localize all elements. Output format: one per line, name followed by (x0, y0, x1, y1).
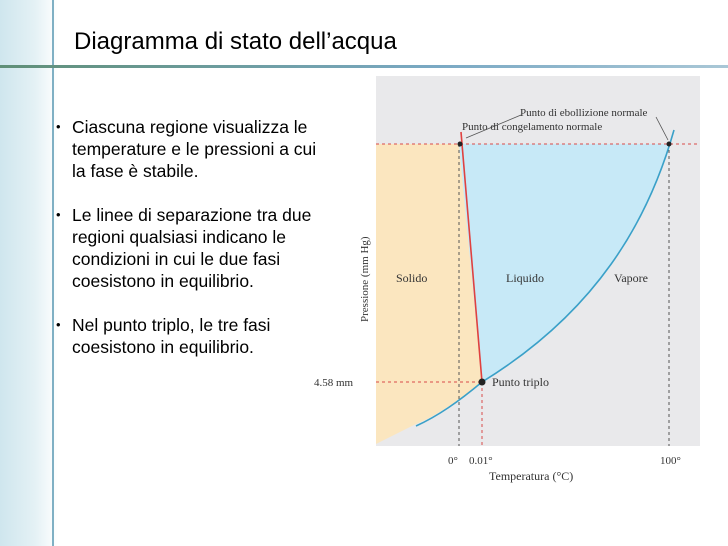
boiling-point-marker (667, 142, 672, 147)
x-axis-label: Temperatura (°C) (489, 469, 574, 483)
freezing-point-marker (458, 142, 463, 147)
bullet-list (56, 116, 334, 380)
left-decor-rule (52, 0, 54, 546)
tick-label-001: 0.01° (469, 455, 493, 467)
bullet-item (56, 314, 334, 358)
slide-title: Diagramma di stato dell’acqua (74, 28, 397, 55)
left-decor-band (0, 0, 58, 546)
bullet-dot: • (56, 119, 61, 134)
phase-diagram (296, 72, 728, 546)
bullet-dot: • (56, 317, 61, 332)
bullet-text: Ciascuna regione visualizza le temperature e le pressioni a cui la fase è stabile. (72, 117, 317, 181)
bullet-text: Nel punto triplo, le tre fasi coesistono in equilibrio. (72, 315, 271, 357)
tick-label-0: 0° (448, 455, 458, 467)
y-axis-label: Pressione (mm Hg) (359, 236, 371, 322)
triple-point-marker (479, 379, 486, 386)
title-underline (0, 65, 728, 68)
phase-diagram-svg (296, 72, 728, 546)
bullet-text: Le linee di separazione tra due regioni qualsiasi indicano le condizioni in cui le due fasi coesistono in equilibrio. (72, 205, 312, 291)
tick-label-100: 100° (660, 455, 681, 467)
bullet-dot: • (56, 207, 61, 222)
vapor-label: Vapore (614, 271, 648, 285)
freezing-point-label: Punto di congelamento normale (462, 121, 603, 133)
triple-point-label: Punto triplo (492, 375, 550, 389)
bullet-item (56, 204, 334, 292)
liquid-label: Liquido (506, 271, 544, 285)
triple-pressure-label: 4.58 mm (314, 377, 354, 389)
boiling-point-label: Punto di ebollizione normale (520, 107, 648, 119)
solid-label: Solido (396, 271, 428, 285)
bullet-item (56, 116, 334, 182)
